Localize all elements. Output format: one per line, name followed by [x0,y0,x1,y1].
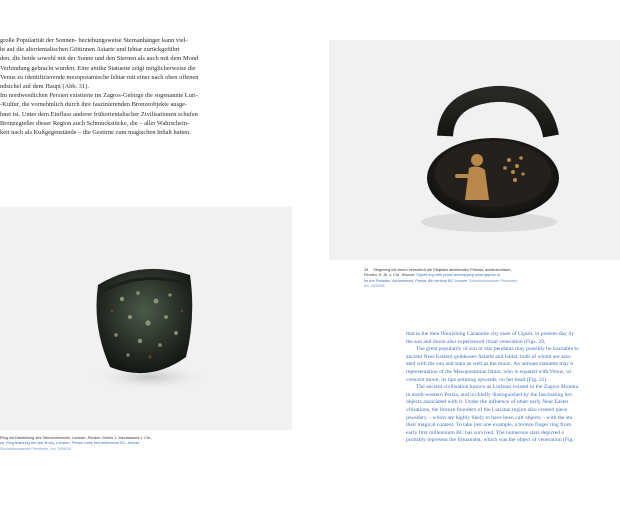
text-line: -Kultur, die vornehmlich durch ihre faszinierenden Bronzeobjekte ausge- [0,101,188,109]
text-line: ated with the sun and stars as well as the moon. An antique statuette may b [406,361,574,368]
text-line: hnet ist. Unter dem Einfluss anderer frühorientalischer Zivilisationen schufen [0,110,198,118]
signet-ring-photo [329,40,620,260]
caption-source: Schmuckmuseum Pforzheim, Inv. 1999/10 [0,446,72,451]
text-line: in north-western Persia, and is chiefly distinguished by the fascinating bro [406,391,573,398]
text-line: the sun and moon also experienced ritual veneration (Figs. 29, [406,338,546,345]
text-line: jewellery – which are highly likely to have been cult objects – with the sta [406,414,573,421]
bronze-ring-photo [0,207,292,430]
text-line: keit nach als Kultgegenstände – die Gestirne zum magischen Inhalt hatten. [0,129,191,137]
text-line: Bronzegießer dieser Region auch Schmuckstücke, die – aller Wahrschein- [0,119,190,127]
text-line: vilisations, the bronze founders of the Luristan region also created piece [406,406,568,413]
left-figure-caption [0,436,290,452]
text-line: große Popularität der Sonnen- beziehungsweise Sternanhänger kann viel- [0,37,188,44]
text-line: The great popularity of sun or star pendants may possibly be traceable to [416,346,579,353]
caption-german: Ring mit Darstellung des Sternenhimmels, Luristan, Persien, frühes 1. Jahrtausend v. Chr., [0,436,153,440]
text-line: representation of the Mesopotamian Ishtar, who is equated with Venus, wi [406,368,572,375]
text-line: Verbindung gebracht wurden. Eine antike Statuette zeigt möglicherweise die [0,64,196,72]
text-line: Venus zu identifizierende mesopotamische Ishtar mit einer nach oben offenen [0,73,199,81]
text-line: that in the then flourishing Canaanite city state of Ugarit, in present-day Sy [406,331,575,337]
right-page [310,0,620,510]
text-line: their magical content. To take just one example, a bronze finger ring from [406,422,572,429]
text-line: Im nordwestlichen Persien existierte im Zagros-Gebirge die sogenannte Luri- [0,92,198,100]
caption-german-cont: Persien, 6. Jh. v. Chr., Bronze. [364,273,416,278]
caption-source: Schmuckmuseum Pforzheim, [469,278,519,283]
text-line: objects associated with it. Under the influence of other early Near Easter [406,399,569,406]
caption-english: ze. Ring featuring the star-lit sky, Luristan, Persia, early first millennium BC, bronze. [0,441,141,446]
caption-german: Siegelring mit einem vermutlich die Plejaden anbetenden Priester, achämenidisch, [373,268,512,272]
caption-english-cont: be the Pleiades, Achaemenid, Persia, 6th century BC, bronze. [364,278,469,283]
text-line: ht auf die altorientalischen Göttinnen Astarte und Ishtar zurückgeführt [0,46,180,54]
text-line: The ancient civilisation known as Luristan existed in the Zagros Mounta [416,384,579,391]
left-page [0,0,300,510]
text-line: early first millennium BC has survived. The numerous stars depicted o [406,429,565,436]
figure-number: 33 [364,268,369,272]
bronze-ring-image [0,207,292,430]
text-line: probably represent the firmament, which was the object of veneration (Fig. [406,437,574,444]
signet-ring-image [329,40,620,260]
text-line: ancient Near Eastern goddesses Astarte and Ishtar, both of whom are asso [406,353,571,360]
caption-english: Signet ring with priest worshipping what appear to [416,273,501,278]
right-figure-caption [364,268,614,290]
text-line: den, die beide sowohl mit der Sonne und den Sternen als auch mit dem Mond [0,55,199,63]
text-line: crescent moon, its tips pointing upwards, on her head (Fig. 31). [406,376,548,383]
german-paragraph [0,36,262,137]
english-paragraph [406,331,620,445]
text-line: ndsichel auf dem Haupt (Abb. 31). [0,83,89,91]
caption-source-cont: Inv. 1999/94 [364,284,385,289]
